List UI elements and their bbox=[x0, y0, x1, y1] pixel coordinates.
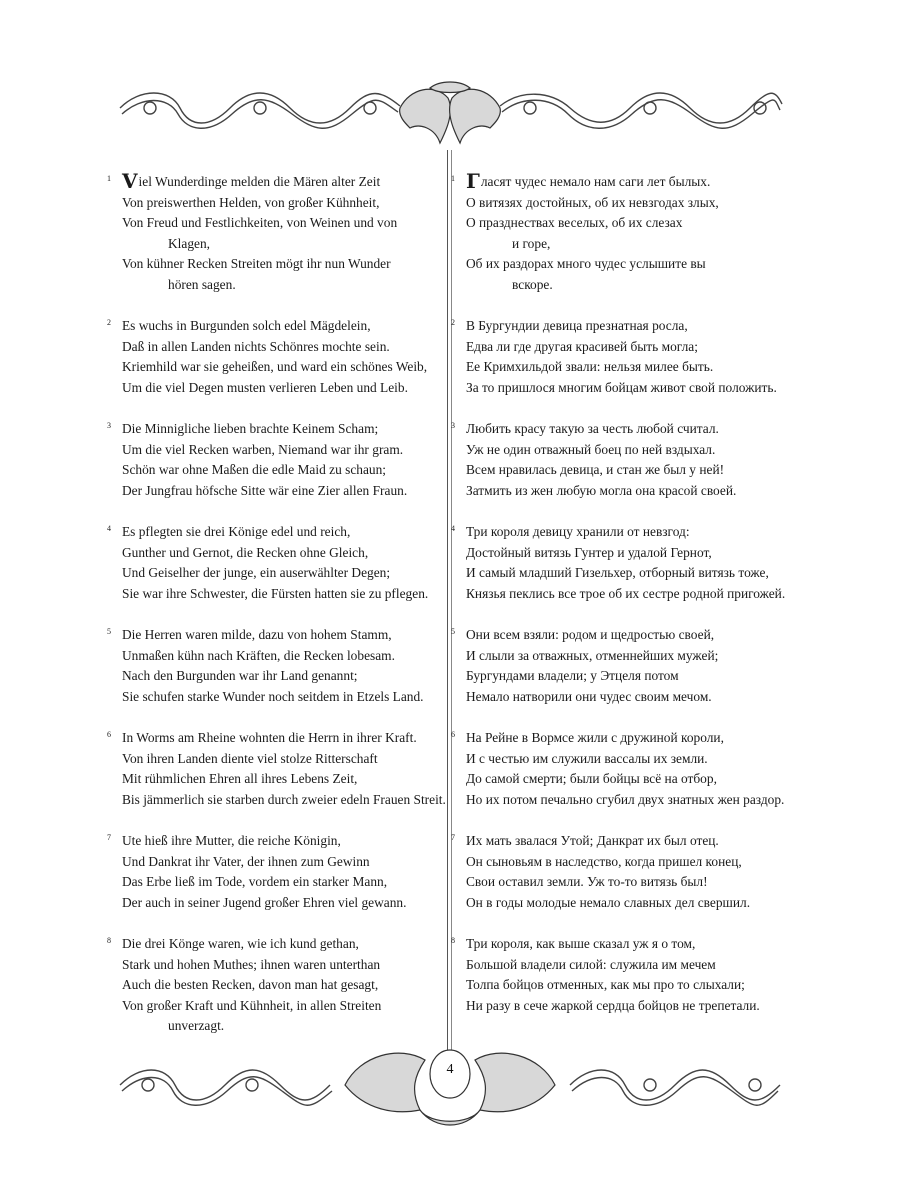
stanza-number: 6 bbox=[107, 730, 111, 740]
verse-line-text: О празднествах веселых, об их слезах bbox=[466, 215, 683, 231]
verse-line bbox=[457, 852, 787, 873]
verse-line bbox=[457, 831, 787, 852]
verse-line-text: Sie war ihre Schwester, die Fürsten hatten sie zu pflegen. bbox=[122, 585, 429, 601]
verse-line-text: Stark und hohen Muthes; ihnen waren unterthan bbox=[122, 956, 381, 972]
verse-line bbox=[113, 234, 433, 255]
verse-line bbox=[457, 316, 787, 337]
verse-line-text: До самой смерти; были бойцы всё на отбор, bbox=[466, 771, 717, 787]
verse-line-text: Большой владели силой: служила им мечем bbox=[466, 956, 716, 972]
verse-line-text: Mit rühmlichen Ehren all ihres Lebens Zeit, bbox=[122, 771, 358, 787]
verse-line bbox=[113, 316, 433, 337]
verse-line-text: Um die viel Degen musten verlieren Leben und Leib. bbox=[122, 379, 408, 395]
verse-line-text: Daß in allen Landen nichts Schönres mochte sein. bbox=[122, 338, 390, 354]
stanza bbox=[107, 831, 433, 913]
russian-column bbox=[451, 169, 787, 1016]
verse-line bbox=[113, 275, 433, 296]
verse-line-text: Nach den Burgunden war ihr Land genannt; bbox=[122, 668, 358, 684]
verse-line bbox=[457, 790, 787, 811]
stanza-number: 1 bbox=[451, 174, 455, 183]
verse-line-text: Он в годы молодые немало славных дел свершил. bbox=[466, 894, 751, 910]
verse-line-text: In Worms am Rheine wohnten die Herrn in ihrer Kraft. bbox=[122, 730, 417, 746]
verse-line bbox=[113, 749, 433, 770]
verse-line-text: Von kühner Recken Streiten mögt ihr nun Wunder bbox=[122, 256, 391, 272]
verse-line bbox=[457, 522, 787, 543]
verse-line-text: Es pflegten sie drei Könige edel und reich, bbox=[122, 524, 351, 540]
verse-line-text: iel Wunderdinge melden die Mären alter Zeit bbox=[138, 174, 381, 189]
verse-line-text: И с честью им служили вассалы их земли. bbox=[466, 750, 708, 766]
verse-line-text: Свои оставил земли. Уж то-то витязь был! bbox=[466, 874, 708, 890]
verse-line-text: Die Minnigliche lieben brachte Keinem Scham; bbox=[122, 421, 379, 437]
verse-line-text: Und Geiselher der junge, ein auserwählter Degen; bbox=[122, 565, 391, 581]
verse-line bbox=[113, 646, 433, 667]
page-number: 4 bbox=[446, 1062, 454, 1077]
verse-line-text: Bis jämmerlich sie starben durch zweier edeln Frauen Streit. bbox=[122, 791, 446, 807]
stanza bbox=[107, 728, 446, 810]
verse-line bbox=[113, 934, 433, 955]
verse-line bbox=[457, 687, 787, 708]
verse-line-text: За то пришлося многим бойцам живот свой положить. bbox=[466, 379, 777, 395]
verse-line bbox=[113, 193, 433, 214]
stanza bbox=[107, 625, 433, 707]
verse-line-text: Три короля, как выше сказал уж я о том, bbox=[466, 935, 696, 951]
verse-line-text: Они всем взяли: родом и щедростью своей, bbox=[466, 627, 715, 643]
stanza-number: 8 bbox=[107, 935, 111, 945]
verse-line bbox=[457, 996, 787, 1017]
verse-line-text: ласят чудес немало нам саги лет былых. bbox=[480, 174, 711, 189]
verse-line-text: Он сыновьям в наследство, когда пришел конец, bbox=[466, 853, 742, 869]
verse-line bbox=[457, 357, 787, 378]
stanza-number: 3 bbox=[107, 421, 111, 431]
verse-line bbox=[113, 378, 433, 399]
verse-line bbox=[457, 213, 787, 234]
verse-line bbox=[113, 852, 433, 873]
stanza-number: 4 bbox=[107, 524, 111, 534]
verse-line bbox=[457, 275, 787, 296]
verse-line bbox=[113, 872, 433, 893]
dropcap-initial: Г bbox=[466, 169, 480, 193]
stanza-number: 3 bbox=[451, 421, 455, 431]
verse-line bbox=[457, 460, 787, 481]
verse-line bbox=[113, 728, 433, 749]
verse-line bbox=[457, 728, 787, 749]
verse-line-text: Всем нравилась девица, и стан же был у ней! bbox=[466, 462, 725, 478]
stanza bbox=[107, 934, 433, 1037]
verse-line-text: Князья пеклись все трое об их сестре родной пригожей. bbox=[466, 585, 786, 601]
verse-line-text: Толпа бойцов отменных, как мы про то слыхали; bbox=[466, 977, 745, 993]
verse-line bbox=[457, 749, 787, 770]
verse-line bbox=[113, 254, 433, 275]
stanza bbox=[451, 728, 787, 810]
verse-line bbox=[457, 254, 787, 275]
verse-line-text: Достойный витязь Гунтер и удалой Гернот, bbox=[466, 544, 712, 560]
dropcap-initial: V bbox=[122, 169, 138, 193]
verse-line-text: unverzagt. bbox=[168, 1018, 225, 1034]
verse-line-text: О витязях достойных, об их невзгодах злых, bbox=[466, 194, 719, 210]
verse-line bbox=[457, 975, 787, 996]
verse-line-text: Von Freud und Festlichkeiten, von Weinen und von bbox=[122, 215, 398, 231]
verse-line-text: Von preiswerthen Helden, von großer Kühnheit, bbox=[122, 194, 380, 210]
verse-line-text: Затмить из жен любую могла она красой своей. bbox=[466, 482, 737, 498]
verse-line-text: Auch die besten Recken, davon man hat gesagt, bbox=[122, 977, 379, 993]
stanza-number: 7 bbox=[107, 833, 111, 842]
verse-line-text: Von ihren Landen diente viel stolze Ritterschaft bbox=[122, 750, 378, 766]
verse-line-text: Бургундами владели; у Этцеля потом bbox=[466, 668, 679, 684]
verse-line bbox=[457, 934, 787, 955]
bottom-ornament bbox=[110, 1030, 790, 1140]
stanza bbox=[451, 831, 787, 913]
verse-line bbox=[113, 543, 433, 564]
verse-line-text: Es wuchs in Burgunden solch edel Mägdelein, bbox=[122, 318, 371, 334]
stanza-number: 5 bbox=[451, 627, 455, 637]
german-column bbox=[107, 169, 446, 1037]
verse-line bbox=[457, 893, 787, 914]
verse-line-text: Die drei Könge waren, wie ich kund gethan, bbox=[122, 935, 359, 951]
stanza-number: 2 bbox=[451, 318, 455, 328]
verse-line-text: Три короля девицу хранили от невзгод: bbox=[466, 524, 690, 540]
verse-line bbox=[457, 169, 787, 193]
verse-line bbox=[457, 872, 787, 893]
verse-line bbox=[457, 584, 787, 605]
verse-line-text: Их мать звалася Утой; Данкрат их был отец. bbox=[466, 833, 719, 848]
verse-line bbox=[113, 790, 446, 811]
stanza bbox=[451, 316, 787, 398]
verse-line-text: Unmaßen kühn nach Kräften, die Recken lobesam. bbox=[122, 647, 395, 663]
verse-line bbox=[113, 522, 433, 543]
top-ornament bbox=[110, 78, 790, 148]
verse-line bbox=[457, 193, 787, 214]
verse-line bbox=[113, 481, 433, 502]
verse-line-text: и горе, bbox=[512, 235, 551, 251]
verse-line bbox=[113, 975, 433, 996]
column-divider bbox=[447, 150, 453, 1050]
verse-line bbox=[113, 996, 433, 1017]
verse-line-text: В Бургундии девица презнатная росла, bbox=[466, 318, 688, 334]
verse-line-text: Немало натворили они чудес своим мечом. bbox=[466, 688, 712, 704]
verse-line bbox=[457, 378, 787, 399]
verse-line bbox=[457, 234, 787, 255]
verse-line-text: Уж не один отважный боец по ней вздыхал. bbox=[466, 441, 716, 457]
verse-line bbox=[113, 357, 433, 378]
verse-line bbox=[113, 666, 433, 687]
verse-line bbox=[113, 893, 433, 914]
verse-line bbox=[113, 337, 433, 358]
stanza bbox=[451, 625, 787, 707]
verse-line-text: Der auch in seiner Jugend großer Ehren viel gewann. bbox=[122, 894, 407, 910]
verse-line bbox=[457, 955, 787, 976]
verse-line bbox=[457, 769, 787, 790]
stanza-number: 5 bbox=[107, 627, 111, 637]
verse-line bbox=[113, 563, 433, 584]
verse-line-text: Gunther und Gernot, die Recken ohne Gleich, bbox=[122, 544, 369, 560]
verse-line-text: Und Dankrat ihr Vater, der ihnen zum Gewinn bbox=[122, 853, 370, 869]
verse-line bbox=[457, 481, 787, 502]
stanza-number: 4 bbox=[451, 524, 455, 534]
verse-line bbox=[113, 625, 433, 646]
verse-line-text: Von großer Kraft und Kühnheit, in allen Streiten bbox=[122, 997, 382, 1013]
verse-line-text: На Рейне в Вормсе жили с дружиной короли, bbox=[466, 730, 724, 746]
verse-line bbox=[457, 543, 787, 564]
verse-line bbox=[113, 440, 433, 461]
verse-line-text: Но их потом печально сгубил двух знатных жен раздор. bbox=[466, 791, 785, 807]
verse-line bbox=[113, 213, 433, 234]
stanza-number: 7 bbox=[451, 833, 455, 842]
verse-line bbox=[457, 646, 787, 667]
verse-line bbox=[113, 169, 433, 193]
verse-line-text: И слыли за отважных, отменнейших мужей; bbox=[466, 647, 719, 663]
verse-line-text: Klagen, bbox=[168, 235, 211, 251]
verse-line-text: Der Jungfrau höfsche Sitte wär eine Zier allen Fraun. bbox=[122, 482, 408, 498]
verse-line bbox=[457, 440, 787, 461]
stanza-number: 1 bbox=[107, 174, 111, 183]
stanza bbox=[451, 934, 787, 1016]
stanza-number: 6 bbox=[451, 730, 455, 740]
verse-line bbox=[457, 419, 787, 440]
stanza bbox=[107, 169, 433, 296]
stanza bbox=[451, 419, 787, 501]
verse-line-text: Ни разу в сече жаркой сердца бойцов не трепетали. bbox=[466, 997, 760, 1013]
verse-line-text: Sie schufen starke Wunder noch seitdem in Etzels Land. bbox=[122, 688, 424, 704]
verse-line bbox=[113, 955, 433, 976]
verse-line-text: Ее Кримхильдой звали: нельзя милее быть. bbox=[466, 359, 714, 375]
verse-line-text: Ute hieß ihre Mutter, die reiche Königin, bbox=[122, 833, 341, 848]
stanza bbox=[107, 316, 433, 398]
verse-line bbox=[457, 666, 787, 687]
verse-line bbox=[113, 769, 433, 790]
verse-line-text: Kriemhild war sie geheißen, und ward ein schönes Weib, bbox=[122, 359, 428, 375]
stanza bbox=[451, 169, 787, 296]
verse-line bbox=[113, 687, 433, 708]
verse-line-text: hören sagen. bbox=[168, 276, 236, 292]
verse-line-text: Um die viel Recken warben, Niemand war ihr gram. bbox=[122, 441, 404, 457]
verse-line-text: Едва ли где другая красивей быть могла; bbox=[466, 338, 698, 354]
verse-line-text: Любить красу такую за честь любой считал. bbox=[466, 421, 719, 437]
stanza bbox=[107, 419, 433, 501]
stanza bbox=[451, 522, 787, 604]
stanza-number: 2 bbox=[107, 318, 111, 328]
verse-line bbox=[113, 584, 433, 605]
verse-line-text: Das Erbe ließ im Tode, vordem ein starker Mann, bbox=[122, 874, 388, 890]
verse-line-text: Schön war ohne Maßen die edle Maid zu schaun; bbox=[122, 462, 387, 478]
verse-line bbox=[113, 460, 433, 481]
verse-line-text: Die Herren waren milde, dazu von hohem Stamm, bbox=[122, 627, 392, 643]
verse-line bbox=[113, 831, 433, 852]
verse-line bbox=[113, 419, 433, 440]
verse-line bbox=[457, 563, 787, 584]
verse-line-text: вскоре. bbox=[512, 276, 553, 292]
verse-line-text: Об их раздорах много чудес услышите вы bbox=[466, 256, 706, 272]
verse-line bbox=[457, 625, 787, 646]
stanza bbox=[107, 522, 433, 604]
verse-line bbox=[457, 337, 787, 358]
stanza-number: 8 bbox=[451, 935, 455, 945]
verse-line-text: И самый младший Гизельхер, отборный витязь тоже, bbox=[466, 565, 769, 581]
